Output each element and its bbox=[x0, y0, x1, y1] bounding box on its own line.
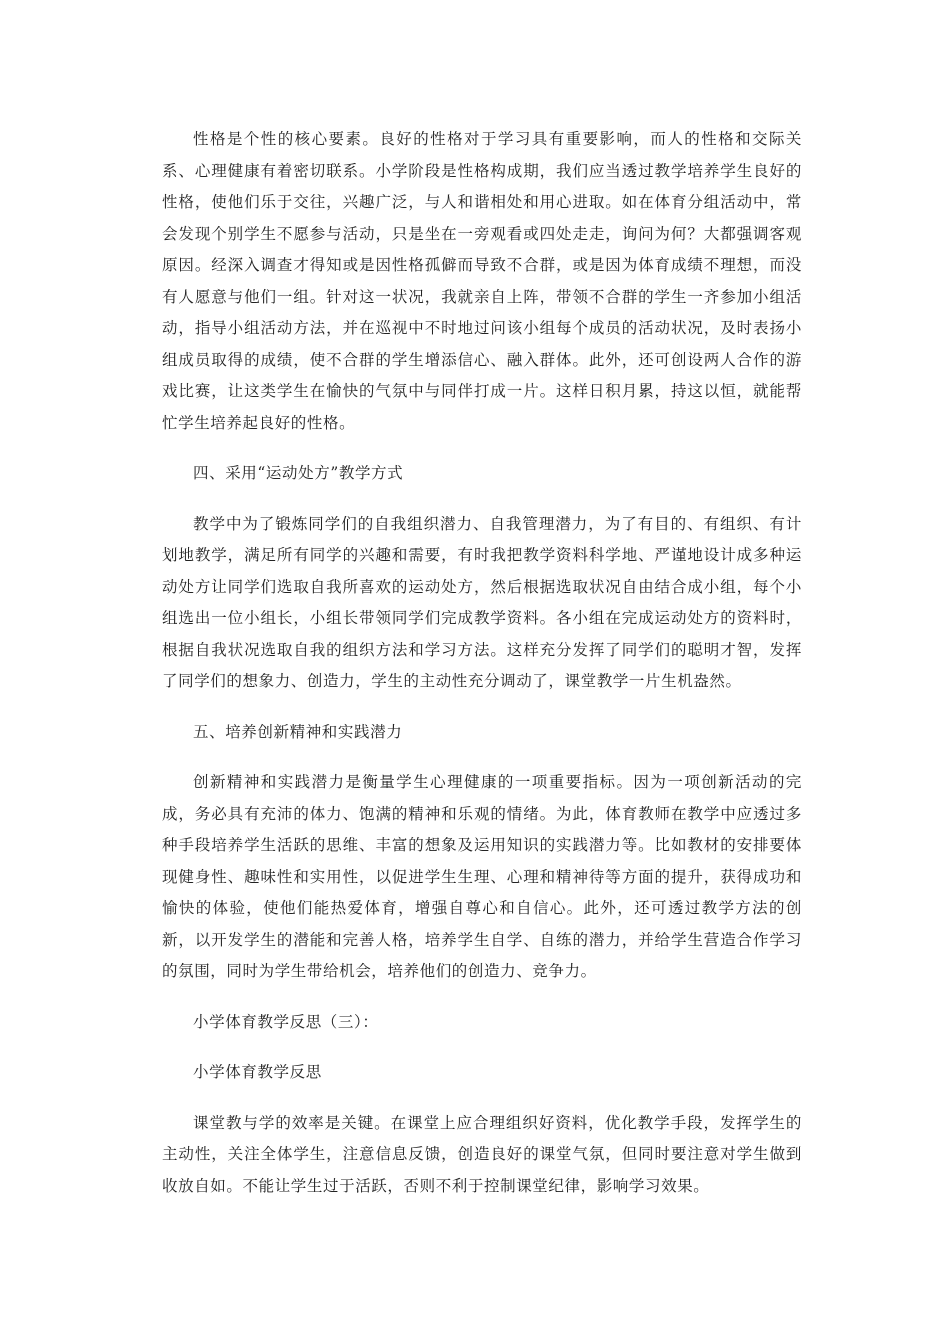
paragraph-gap bbox=[162, 1038, 802, 1057]
paragraph-gap bbox=[162, 988, 802, 1007]
paragraph-classroom-efficiency: 课堂教与学的效率是关键。在课堂上应合理组织好资料，优化教学手段，发挥学生的主动性，关注全体学生，注意信息反馈，创造良好的课堂气氛，但同时要注意对学生做到收放自如。不能让学生过于活跃，否则不利于控制课堂纪律，影响学习效果。 bbox=[162, 1113, 802, 1195]
paragraph-gap bbox=[162, 748, 802, 767]
paragraph-gap bbox=[162, 698, 802, 717]
paragraph-personality: 性格是个性的核心要素。良好的性格对于学习具有重要影响，而人的性格和交际关系、心理健康有着密切联系。小学阶段是性格构成期，我们应当透过教学培养学生良好的性格，使他们乐于交往，兴趣广泛，与人和谐相处和用心进取。如在体育分组活动中，常会发现个别学生不愿参与活动，只是坐在一旁观看或四处走走，询问为何？大都强调客观原因。经深入调查才得知或是因性格孤僻而导致不合群，或是因为体育成绩不理想，而没有人愿意与他们一组。针对这一状况，我就亲自上阵，带领不合群的学生一齐参加小组活动，指导小组活动方法，并在巡视中不时地过问该小组每个成员的活动状况，及时表扬小组成员取得的成绩，使不合群的学生增添信心、融入群体。此外，还可创设两人合作的游戏比赛，让这类学生在愉快的气氛中与同伴打成一片。这样日积月累，持这以恒，就能帮忙学生培养起良好的性格。 bbox=[162, 130, 802, 432]
section-heading-4: 四、采用“运动处方”教学方式 bbox=[193, 464, 404, 482]
paragraph-innovation: 创新精神和实践潜力是衡量学生心理健康的一项重要指标。因为一项创新活动的完成，务必具有充沛的体力、饱满的精神和乐观的情绪。为此，体育教师在教学中应透过多种手段培养学生活跃的思维、丰富的想象及运用知识的实践潜力等。比如教材的安排要体现健身性、趣味性和实用性，以促进学生生理、心理和精神待等方面的提升，获得成功和愉快的体验，使他们能热爱体育，增强自尊心和自信心。此外，还可透过教学方法的创新，以开发学生的潜能和完善人格，培养学生自学、自练的潜力，并给学生营造合作学习的氛围，同时为学生带给机会，培养他们的创造力、竞争力。 bbox=[162, 773, 802, 980]
article-title: 小学体育教学反思 bbox=[193, 1063, 322, 1081]
section-heading-5: 五、培养创新精神和实践潜力 bbox=[193, 722, 403, 741]
paragraph-gap bbox=[162, 439, 802, 458]
document-page bbox=[162, 124, 802, 1202]
paragraph-gap bbox=[162, 490, 802, 509]
paragraph-exercise-prescription: 教学中为了锻炼同学们的自我组织潜力、自我管理潜力，为了有目的、有组织、有计划地教学，满足所有同学的兴趣和需要，有时我把教学资料科学地、严谨地设计成多种运动处方让同学们选取自我所喜欢的运动处方，然后根据选取状况自由结合成小组，每个小组选出一位小组长，小组长带领同学们完成教学资料。各小组在完成运动处方的资料时，根据自我状况选取自我的组织方法和学习方法。这样充分发挥了同学们的聪明才智，发挥了同学们的想象力、创造力，学生的主动性充分调动了，课堂教学一片生机盎然。 bbox=[162, 514, 802, 690]
section-heading-reflection-3: 小学体育教学反思（三）： bbox=[193, 1012, 379, 1031]
paragraph-gap bbox=[162, 1089, 802, 1108]
